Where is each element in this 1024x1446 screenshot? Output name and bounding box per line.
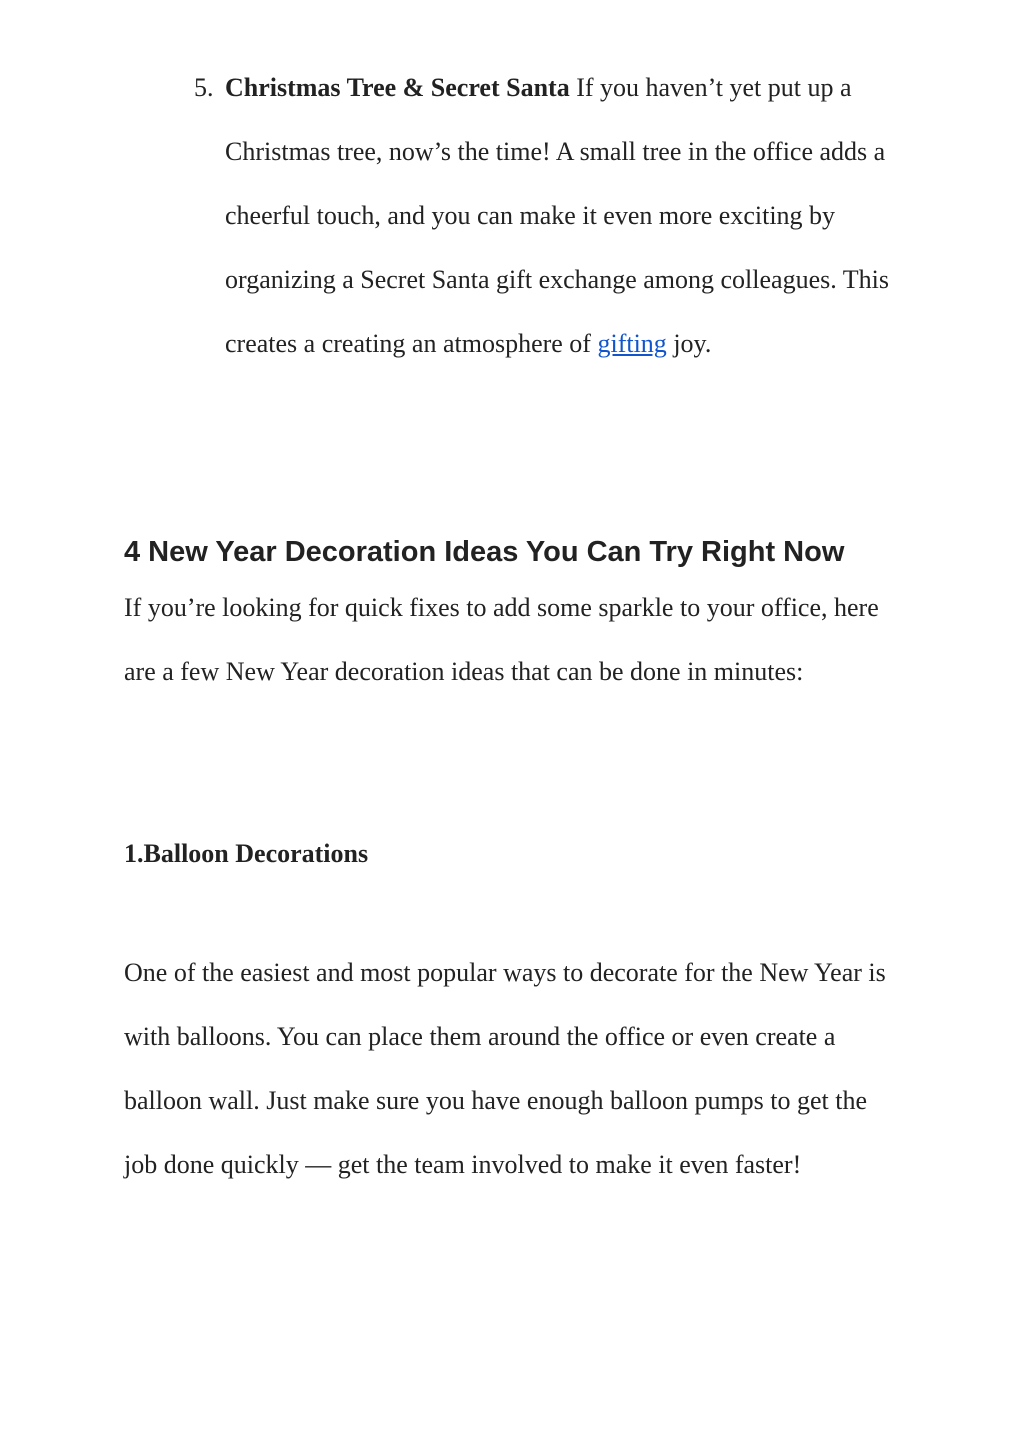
list-item-number: 5.: [194, 73, 214, 102]
list-item-christmas-tree: [194, 56, 914, 376]
list-item-text: If you haven’t yet put up a Christmas tree, now’s the time! A small tree in the office adds a cheerful touch, and you can make it even more exciting by organizing a Secret Santa gift exchange among colleagues. This creates a creating an atmosphere of: [225, 73, 889, 358]
list-item-body: [225, 56, 915, 376]
list-item-title: Christmas Tree & Secret Santa: [225, 73, 570, 102]
list-item-text-end: joy.: [666, 329, 712, 358]
section-heading: 4 New Year Decoration Ideas You Can Try Right Now: [124, 536, 845, 568]
balloon-paragraph: One of the easiest and most popular ways to decorate for the New Year is with balloons. You can place them around the office or even create a balloon wall. Just make sure you have enough balloon pumps to get the job done quickly — get the team involved to make it even faster!: [124, 958, 886, 1179]
gifting-link[interactable]: gifting: [597, 329, 667, 358]
intro-paragraph: If you’re looking for quick fixes to add some sparkle to your office, here are a few New Year decoration ideas that can be done in minutes:: [124, 593, 879, 686]
subheading-balloon-decorations: 1.Balloon Decorations: [124, 839, 369, 868]
